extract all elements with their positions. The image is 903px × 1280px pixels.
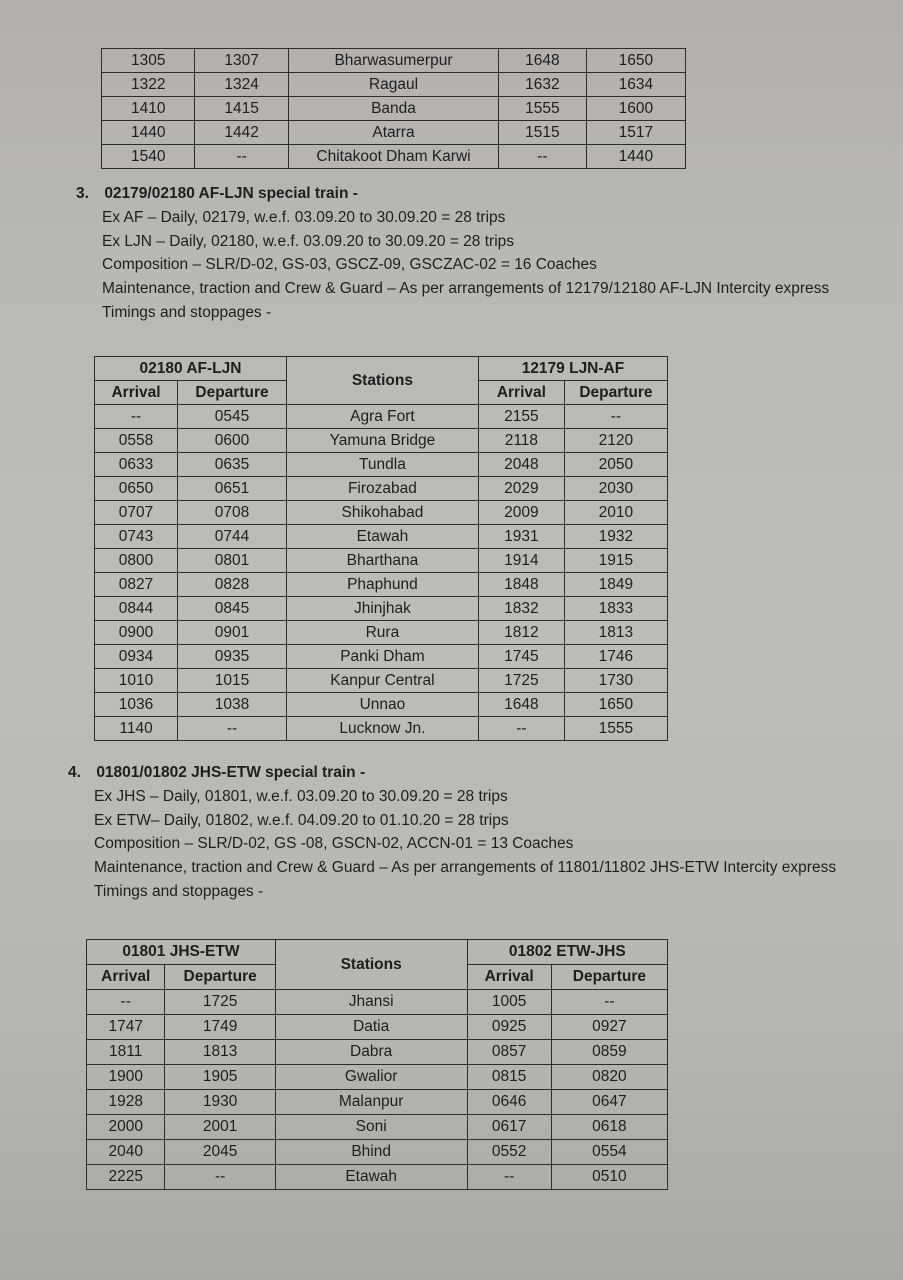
timings-label: Timings and stoppages -: [94, 882, 264, 900]
table-row: [102, 49, 686, 73]
composition-line: Composition – SLR/D-02, GS-03, GSCZ-09, GSCZAC-02 = 16 Coaches: [102, 256, 597, 274]
arrival-cell: --: [467, 1165, 551, 1190]
table-row: [95, 549, 668, 573]
departure-cell: 0635: [178, 453, 287, 477]
table-row: [102, 145, 686, 169]
stations-header: Stations: [286, 357, 478, 405]
table-row: [95, 573, 668, 597]
departure-cell: 0545: [178, 405, 287, 429]
station-cell: Shikohabad: [286, 501, 478, 525]
table-row: [95, 453, 668, 477]
station-cell: Unnao: [286, 693, 478, 717]
arrival-cell: 2048: [478, 453, 564, 477]
departure-cell: 0901: [178, 621, 287, 645]
station-cell: Banda: [288, 97, 498, 121]
arrival-cell: 1928: [87, 1090, 165, 1115]
departure-cell: 0651: [178, 477, 287, 501]
table-row: [87, 1015, 668, 1040]
section-title: 02179/02180 AF-LJN special train -: [104, 185, 358, 202]
departure-cell: 0828: [178, 573, 287, 597]
timetable-af-ljn: [94, 356, 668, 741]
timetable-continued: [101, 48, 686, 169]
departure-cell: --: [551, 990, 667, 1015]
departure-cell: 2120: [564, 429, 667, 453]
station-cell: Rura: [286, 621, 478, 645]
departure-cell: 2050: [564, 453, 667, 477]
station-cell: Datia: [275, 1015, 467, 1040]
timings-label: Timings and stoppages -: [102, 303, 272, 321]
section-title: 01801/01802 JHS-ETW special train -: [96, 764, 366, 781]
arrival-cell: 1812: [478, 621, 564, 645]
departure-cell: 1634: [586, 73, 685, 97]
departure-cell: 1749: [165, 1015, 275, 1040]
arrival-cell: --: [499, 145, 587, 169]
departure-cell: 0845: [178, 597, 287, 621]
arrival-cell: 1725: [478, 669, 564, 693]
arrival-cell: 0646: [467, 1090, 551, 1115]
section-number: 3.: [76, 185, 89, 202]
arrival-cell: --: [478, 717, 564, 741]
station-cell: Chitakoot Dham Karwi: [288, 145, 498, 169]
arrival-cell: 0743: [95, 525, 178, 549]
departure-header: Departure: [551, 965, 667, 990]
station-cell: Etawah: [286, 525, 478, 549]
departure-cell: 0820: [551, 1065, 667, 1090]
departure-cell: 1833: [564, 597, 667, 621]
arrival-cell: 2029: [478, 477, 564, 501]
departure-cell: 1849: [564, 573, 667, 597]
arrival-cell: 1140: [95, 717, 178, 741]
right-train-header: 01802 ETW-JHS: [467, 940, 667, 965]
departure-cell: 1440: [586, 145, 685, 169]
arrival-cell: 2040: [87, 1140, 165, 1165]
table-row: [95, 405, 668, 429]
left-train-header: 01801 JHS-ETW: [87, 940, 276, 965]
departure-cell: 1650: [586, 49, 685, 73]
station-cell: Agra Fort: [286, 405, 478, 429]
departure-header: Departure: [564, 381, 667, 405]
departure-cell: --: [564, 405, 667, 429]
arrival-cell: 1036: [95, 693, 178, 717]
station-cell: Lucknow Jn.: [286, 717, 478, 741]
departure-cell: 0744: [178, 525, 287, 549]
departure-cell: 2010: [564, 501, 667, 525]
table-row: [95, 597, 668, 621]
departure-header: Departure: [178, 381, 287, 405]
right-train-header: 12179 LJN-AF: [478, 357, 667, 381]
arrival-cell: 1305: [102, 49, 195, 73]
arrival-cell: 1848: [478, 573, 564, 597]
arrival-header: Arrival: [467, 965, 551, 990]
departure-cell: 0554: [551, 1140, 667, 1165]
arrival-cell: 0800: [95, 549, 178, 573]
arrival-cell: 1005: [467, 990, 551, 1015]
section-4-heading: [68, 761, 858, 785]
table-row: [87, 1140, 668, 1165]
arrival-cell: 1648: [499, 49, 587, 73]
departure-cell: 1725: [165, 990, 275, 1015]
table-row: [95, 621, 668, 645]
departure-cell: 2045: [165, 1140, 275, 1165]
departure-cell: 1915: [564, 549, 667, 573]
departure-cell: 0859: [551, 1040, 667, 1065]
departure-cell: --: [178, 717, 287, 741]
arrival-cell: 0617: [467, 1115, 551, 1140]
station-cell: Bharwasumerpur: [288, 49, 498, 73]
table-row: [87, 1090, 668, 1115]
arrival-cell: --: [95, 405, 178, 429]
table-row: [102, 121, 686, 145]
departure-cell: 1600: [586, 97, 685, 121]
station-cell: Yamuna Bridge: [286, 429, 478, 453]
arrival-cell: 0558: [95, 429, 178, 453]
table-row: [102, 97, 686, 121]
station-cell: Firozabad: [286, 477, 478, 501]
arrival-cell: 2000: [87, 1115, 165, 1140]
station-cell: Panki Dham: [286, 645, 478, 669]
departure-cell: 1015: [178, 669, 287, 693]
arrival-cell: 0707: [95, 501, 178, 525]
station-cell: Jhansi: [275, 990, 467, 1015]
station-cell: Atarra: [288, 121, 498, 145]
departure-cell: 0618: [551, 1115, 667, 1140]
arrival-cell: 2155: [478, 405, 564, 429]
station-cell: Kanpur Central: [286, 669, 478, 693]
stations-header: Stations: [275, 940, 467, 990]
arrival-header: Arrival: [95, 381, 178, 405]
arrival-cell: 0934: [95, 645, 178, 669]
section-4-jhs-etw: [68, 761, 858, 904]
table-row: [87, 1065, 668, 1090]
departure-cell: --: [165, 1165, 275, 1190]
arrival-cell: 1555: [499, 97, 587, 121]
ex-jhs-line: Ex JHS – Daily, 01801, w.e.f. 03.09.20 to 30.09.20 = 28 trips: [94, 787, 508, 805]
departure-cell: 1730: [564, 669, 667, 693]
departure-cell: 1650: [564, 693, 667, 717]
arrival-cell: 1322: [102, 73, 195, 97]
departure-cell: 1813: [564, 621, 667, 645]
station-cell: Tundla: [286, 453, 478, 477]
arrival-cell: 1010: [95, 669, 178, 693]
departure-cell: 0600: [178, 429, 287, 453]
departure-cell: 1905: [165, 1065, 275, 1090]
ex-ljn-line: Ex LJN – Daily, 02180, w.e.f. 03.09.20 to 30.09.20 = 28 trips: [102, 232, 515, 250]
departure-cell: 1442: [195, 121, 288, 145]
arrival-cell: 0857: [467, 1040, 551, 1065]
departure-cell: 1415: [195, 97, 288, 121]
departure-cell: 1324: [195, 73, 288, 97]
arrival-cell: 0815: [467, 1065, 551, 1090]
arrival-cell: 2009: [478, 501, 564, 525]
station-cell: Bhind: [275, 1140, 467, 1165]
maintenance-line: Maintenance, traction and Crew & Guard – As per arrangements of 11801/11802 JHS-ETW Intercity express: [94, 859, 837, 877]
arrival-cell: 1648: [478, 693, 564, 717]
table-row: [87, 990, 668, 1015]
departure-cell: 1813: [165, 1040, 275, 1065]
arrival-cell: 0633: [95, 453, 178, 477]
departure-cell: 0647: [551, 1090, 667, 1115]
table-row: [95, 501, 668, 525]
table-row: [95, 429, 668, 453]
arrival-cell: 1832: [478, 597, 564, 621]
arrival-cell: 1914: [478, 549, 564, 573]
left-train-header: 02180 AF-LJN: [95, 357, 287, 381]
arrival-cell: 1515: [499, 121, 587, 145]
arrival-cell: 1440: [102, 121, 195, 145]
table-row: [87, 1115, 668, 1140]
table-row: [95, 525, 668, 549]
arrival-cell: 1745: [478, 645, 564, 669]
arrival-cell: 0900: [95, 621, 178, 645]
arrival-cell: 1410: [102, 97, 195, 121]
departure-cell: --: [195, 145, 288, 169]
arrival-cell: 1811: [87, 1040, 165, 1065]
maintenance-line: Maintenance, traction and Crew & Guard – As per arrangements of 12179/12180 AF-LJN Intercity express: [102, 280, 830, 298]
arrival-cell: 1747: [87, 1015, 165, 1040]
station-cell: Soni: [275, 1115, 467, 1140]
departure-cell: 1932: [564, 525, 667, 549]
arrival-cell: 1900: [87, 1065, 165, 1090]
ex-af-line: Ex AF – Daily, 02179, w.e.f. 03.09.20 to 30.09.20 = 28 trips: [102, 208, 506, 226]
departure-header: Departure: [165, 965, 275, 990]
composition-line: Composition – SLR/D-02, GS -08, GSCN-02, ACCN-01 = 13 Coaches: [94, 835, 574, 853]
station-cell: Malanpur: [275, 1090, 467, 1115]
arrival-cell: 2225: [87, 1165, 165, 1190]
table-row: [87, 1040, 668, 1065]
arrival-cell: 2118: [478, 429, 564, 453]
station-cell: Jhinjhak: [286, 597, 478, 621]
departure-cell: 2030: [564, 477, 667, 501]
table-row: [95, 669, 668, 693]
arrival-cell: 0650: [95, 477, 178, 501]
station-cell: Gwalior: [275, 1065, 467, 1090]
station-cell: Etawah: [275, 1165, 467, 1190]
departure-cell: 1517: [586, 121, 685, 145]
departure-cell: 1038: [178, 693, 287, 717]
arrival-cell: 1540: [102, 145, 195, 169]
arrival-cell: 0844: [95, 597, 178, 621]
departure-cell: 0708: [178, 501, 287, 525]
table-row: [102, 73, 686, 97]
station-cell: Dabra: [275, 1040, 467, 1065]
arrival-cell: 0552: [467, 1140, 551, 1165]
station-cell: Bharthana: [286, 549, 478, 573]
arrival-header: Arrival: [87, 965, 165, 990]
table-row: [95, 477, 668, 501]
departure-cell: 0801: [178, 549, 287, 573]
station-cell: Ragaul: [288, 73, 498, 97]
table-row: [95, 645, 668, 669]
arrival-cell: 0925: [467, 1015, 551, 1040]
departure-cell: 1555: [564, 717, 667, 741]
table-row: [95, 717, 668, 741]
section-3-heading: [76, 182, 876, 206]
section-3-af-ljn: [76, 182, 876, 325]
departure-cell: 2001: [165, 1115, 275, 1140]
departure-cell: 1930: [165, 1090, 275, 1115]
arrival-header: Arrival: [478, 381, 564, 405]
departure-cell: 0927: [551, 1015, 667, 1040]
table-row: [87, 1165, 668, 1190]
departure-cell: 0935: [178, 645, 287, 669]
departure-cell: 1746: [564, 645, 667, 669]
timetable-jhs-etw: [86, 939, 668, 1190]
arrival-cell: 0827: [95, 573, 178, 597]
station-cell: Phaphund: [286, 573, 478, 597]
departure-cell: 1307: [195, 49, 288, 73]
arrival-cell: 1632: [499, 73, 587, 97]
arrival-cell: 1931: [478, 525, 564, 549]
table-row: [95, 693, 668, 717]
section-number: 4.: [68, 764, 81, 781]
ex-etw-line: Ex ETW– Daily, 01802, w.e.f. 04.09.20 to 01.10.20 = 28 trips: [94, 811, 509, 829]
arrival-cell: --: [87, 990, 165, 1015]
departure-cell: 0510: [551, 1165, 667, 1190]
